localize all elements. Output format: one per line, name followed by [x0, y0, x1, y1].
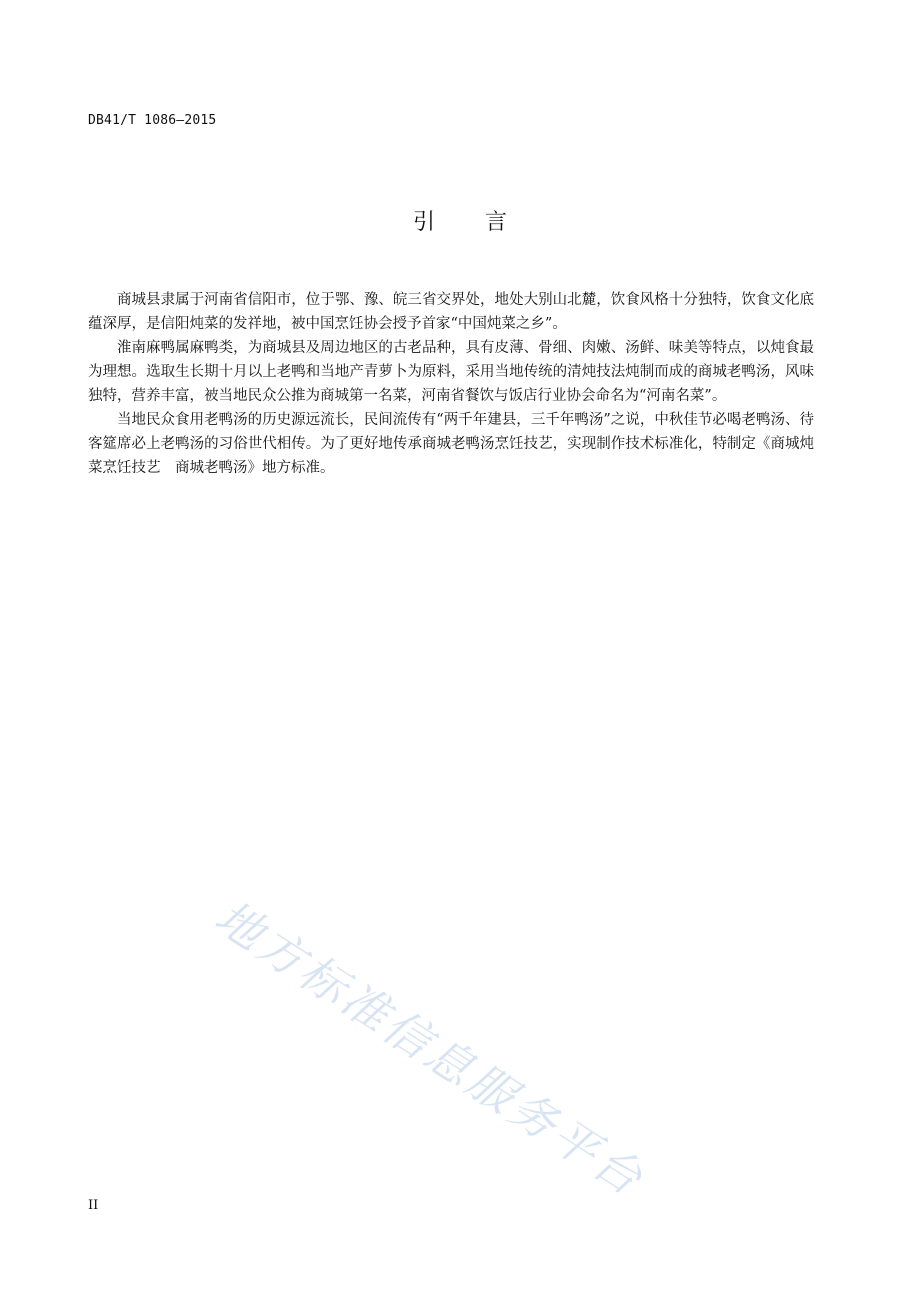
- paragraph-2: 淮南麻鸭属麻鸭类，为商城县及周边地区的古老品种，具有皮薄、骨细、肉嫩、汤鲜、味美等特点，以炖食最为理想。选取生长期十月以上老鸭和当地产青萝卜为原料，采用当地传统的清炖技法炖制而成的商城老鸭汤，风味独特，营养丰富，被当地民众公推为商城第一名菜，河南省餐饮与饭店行业协会命名为“河南名菜”。: [88, 340, 814, 404]
- standard-code: DB41/T 1086—2015: [88, 113, 217, 128]
- paragraph-3: 当地民众食用老鸭汤的历史源远流长，民间流传有“两千年建县，三千年鸭汤”之说，中秋佳节必喝老鸭汤、待客筵席必上老鸭汤的习俗世代相传。为了更好地传承商城老鸭汤烹饪技艺，实现制作技术标准化，特制定《商城炖菜烹饪技艺 商城老鸭汤》地方标准。: [88, 412, 814, 476]
- section-title: 引言: [412, 210, 557, 235]
- page-number: II: [88, 1198, 99, 1213]
- foreword-body: [88, 288, 814, 480]
- paragraph-1: 商城县隶属于河南省信阳市，位于鄂、豫、皖三省交界处，地处大别山北麓，饮食风格十分独特，饮食文化底蕴深厚，是信阳炖菜的发祥地，被中国烹饪协会授予首家“中国炖菜之乡”。: [88, 292, 814, 332]
- watermark: 地方标准信息服务平台: [205, 889, 655, 1208]
